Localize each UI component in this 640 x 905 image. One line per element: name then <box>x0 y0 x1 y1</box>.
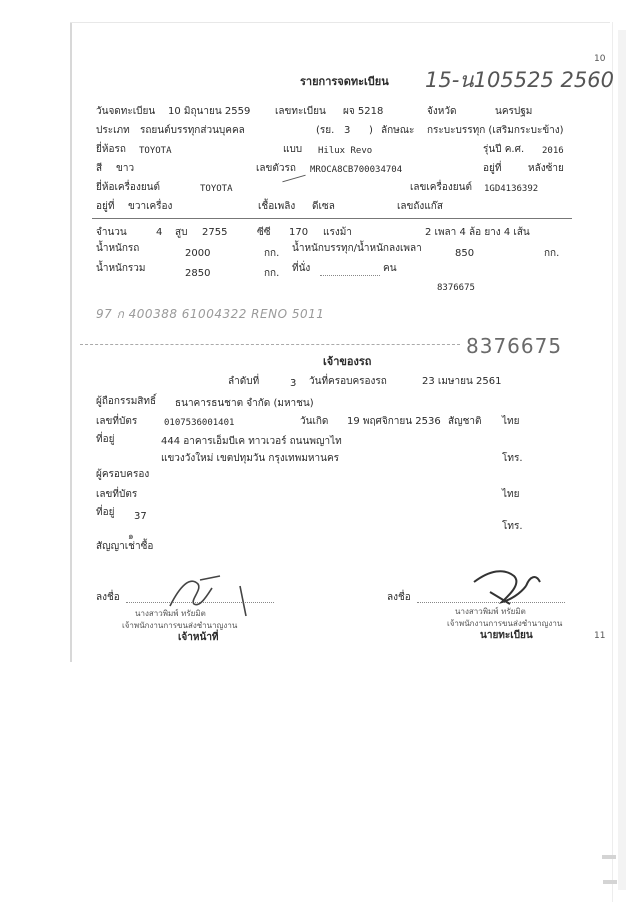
fuel-value: ดีเซล <box>312 201 335 212</box>
year-value: 2016 <box>542 146 564 156</box>
left-officer-unit: เจ้าพนักงานการขนส่งชำนาญงาน <box>122 621 238 630</box>
plate-value: ผจ 5218 <box>343 106 384 117</box>
plate-label: เลขทะเบียน <box>275 106 326 117</box>
right-officer-unit: เจ้าพนักงานการขนส่งชำนาญงาน <box>447 619 563 628</box>
engine-brand-label: ยี่ห้อเครื่องยนต์ <box>96 182 161 193</box>
province-label: จังหวัด <box>427 106 457 117</box>
scan-artifact-mark-1 <box>602 855 616 859</box>
engine-location-value: ขวาเครื่อง <box>128 201 173 212</box>
load-unit: กก. <box>544 248 560 259</box>
dob-label: วันเกิด <box>300 416 329 427</box>
model-label: แบบ <box>283 144 303 155</box>
owner-heading: เจ้าของรถ <box>323 355 372 368</box>
section-divider-2 <box>80 344 460 345</box>
possession-date-value: 23 เมษายน 2561 <box>422 376 502 387</box>
owner-id-label: เลขที่บัตร <box>96 416 138 427</box>
color-value: ขาว <box>116 163 135 174</box>
order-value: 3 <box>290 378 297 389</box>
year-label: รุ่นปี ค.ศ. <box>483 144 525 155</box>
possessor-phone-label: โทร. <box>502 521 523 532</box>
vehicle-code-close: ) <box>369 125 373 136</box>
owner-label: ผู้ถือกรรมสิทธิ์ <box>96 396 157 407</box>
model-value: Hilux Revo <box>318 146 373 156</box>
left-officer-role: เจ้าหน้าที่ <box>178 632 219 643</box>
page-title: รายการจดทะเบียน <box>300 75 389 88</box>
gross-weight-unit: กก. <box>264 268 280 279</box>
gas-tank-label: เลขถังแก๊ส <box>397 201 443 212</box>
handwritten-reference: 15-น105525 2560 <box>425 68 614 92</box>
possessor-nationality-value: ไทย <box>502 489 520 500</box>
serial-small: 8376675 <box>437 283 475 293</box>
vehicle-code-label: (รย. <box>316 125 335 136</box>
load-value: 850 <box>455 248 475 259</box>
vehicle-style-value: กระบะบรรทุก (เสริมกระบะข้าง) <box>427 125 564 136</box>
cylinder-value: 4 <box>156 227 163 238</box>
cc-unit: ซีซี <box>257 227 271 238</box>
left-sign-label: ลงชื่อ <box>96 592 120 603</box>
engine-brand-value: TOYOTA <box>200 184 233 194</box>
cylinder-label: จำนวน <box>96 227 127 238</box>
possessor-address-label: ที่อยู่ <box>96 507 115 518</box>
owner-address-line1: 444 อาคารเอ็มบีเค ทาวเวอร์ ถนนพญาไท <box>161 436 342 447</box>
possession-date-label: วันที่ครอบครองรถ <box>309 376 387 387</box>
order-label: ลำดับที่ <box>228 376 260 387</box>
handwritten-tick-mark <box>282 175 305 183</box>
vehicle-style-label: ลักษณะ <box>381 125 415 136</box>
right-officer-role: นายทะเบียน <box>480 630 533 641</box>
possessor-address-value: 37 <box>134 511 147 522</box>
chassis-location-label: อยู่ที่ <box>483 163 502 174</box>
page-top-border <box>70 22 610 23</box>
chassis-label: เลขตัวรถ <box>256 163 296 174</box>
engine-number-value: 1GD4136392 <box>484 184 539 194</box>
owner-phone-label: โทร. <box>502 453 523 464</box>
vehicle-weight-unit: กก. <box>264 248 280 259</box>
reg-date-label: วันจดทะเบียน <box>96 106 156 117</box>
color-label: สี <box>96 163 103 174</box>
page-left-border <box>70 22 72 662</box>
hp-unit: แรงม้า <box>323 227 352 238</box>
brand-value: TOYOTA <box>139 146 172 156</box>
right-sign-label: ลงชื่อ <box>387 592 411 603</box>
section-divider-1 <box>92 218 572 219</box>
cc-value: 2755 <box>202 227 228 238</box>
fuel-label: เชื้อเพลิง <box>258 201 296 212</box>
page-number-top: 10 <box>594 54 606 64</box>
load-label: น้ำหนักบรรทุก/น้ำหนักลงเพลา <box>292 243 422 254</box>
cylinder-unit: สูบ <box>175 227 188 238</box>
lease-label: สัญญาเช่าซื้อ <box>96 541 154 552</box>
vehicle-code-value: 3 <box>344 125 351 136</box>
dob-value: 19 พฤศจิกายน 2536 <box>347 416 441 427</box>
reg-date-value: 10 มิถุนายน 2559 <box>168 106 251 117</box>
possessor-label: ผู้ครอบครอง <box>96 469 150 480</box>
vehicle-type-value: รถยนต์บรรทุกส่วนบุคคล <box>140 125 245 136</box>
hp-value: 170 <box>289 227 309 238</box>
gross-weight-value: 2850 <box>185 268 211 279</box>
axle-value: 2 เพลา 4 ล้อ ยาง 4 เส้น <box>425 227 530 238</box>
seat-label: ที่นั่ง <box>292 263 311 274</box>
owner-id-value: 0107536001401 <box>164 418 235 428</box>
possessor-id-label: เลขที่บัตร <box>96 489 138 500</box>
seat-dotted-line <box>320 275 380 276</box>
owner-value: ธนาคารธนชาต จำกัด (มหาชน) <box>175 398 314 409</box>
vehicle-weight-value: 2000 <box>185 248 211 259</box>
serial-large: 8376675 <box>466 334 563 358</box>
vehicle-weight-label: น้ำหนักรถ <box>96 243 140 254</box>
chassis-value: MROCA8CB700034704 <box>310 165 403 175</box>
owner-address-line2: แขวงวังใหม่ เขตปทุมวัน กรุงเทพมหานคร <box>161 453 340 464</box>
chassis-location-value: หลังซ้าย <box>528 163 564 174</box>
lease-mark: ๑ <box>128 532 134 542</box>
seat-unit: คน <box>383 263 397 274</box>
engine-location-label: อยู่ที่ <box>96 201 115 212</box>
brand-label: ยี่ห้อรถ <box>96 144 126 155</box>
province-value: นครปฐม <box>495 106 533 117</box>
scan-artifact-mark-2 <box>603 880 617 884</box>
handwritten-row: 97 ก 400388 61004322 RENO 5011 <box>96 307 325 321</box>
right-officer-name: นางสาวพิมพ์ ทรัยมิต <box>455 607 526 616</box>
page-right-shadow <box>618 30 626 890</box>
engine-number-label: เลขเครื่องยนต์ <box>410 182 472 193</box>
left-officer-name: นางสาวพิมพ์ ทรัยมิต <box>135 609 206 618</box>
nationality-value: ไทย <box>502 416 520 427</box>
vehicle-type-label: ประเภท <box>96 125 130 136</box>
owner-address-label: ที่อยู่ <box>96 434 115 445</box>
nationality-label: สัญชาติ <box>448 416 482 427</box>
gross-weight-label: น้ำหนักรวม <box>96 263 146 274</box>
page-number-bottom: 11 <box>594 631 606 641</box>
page-right-border <box>612 22 613 902</box>
